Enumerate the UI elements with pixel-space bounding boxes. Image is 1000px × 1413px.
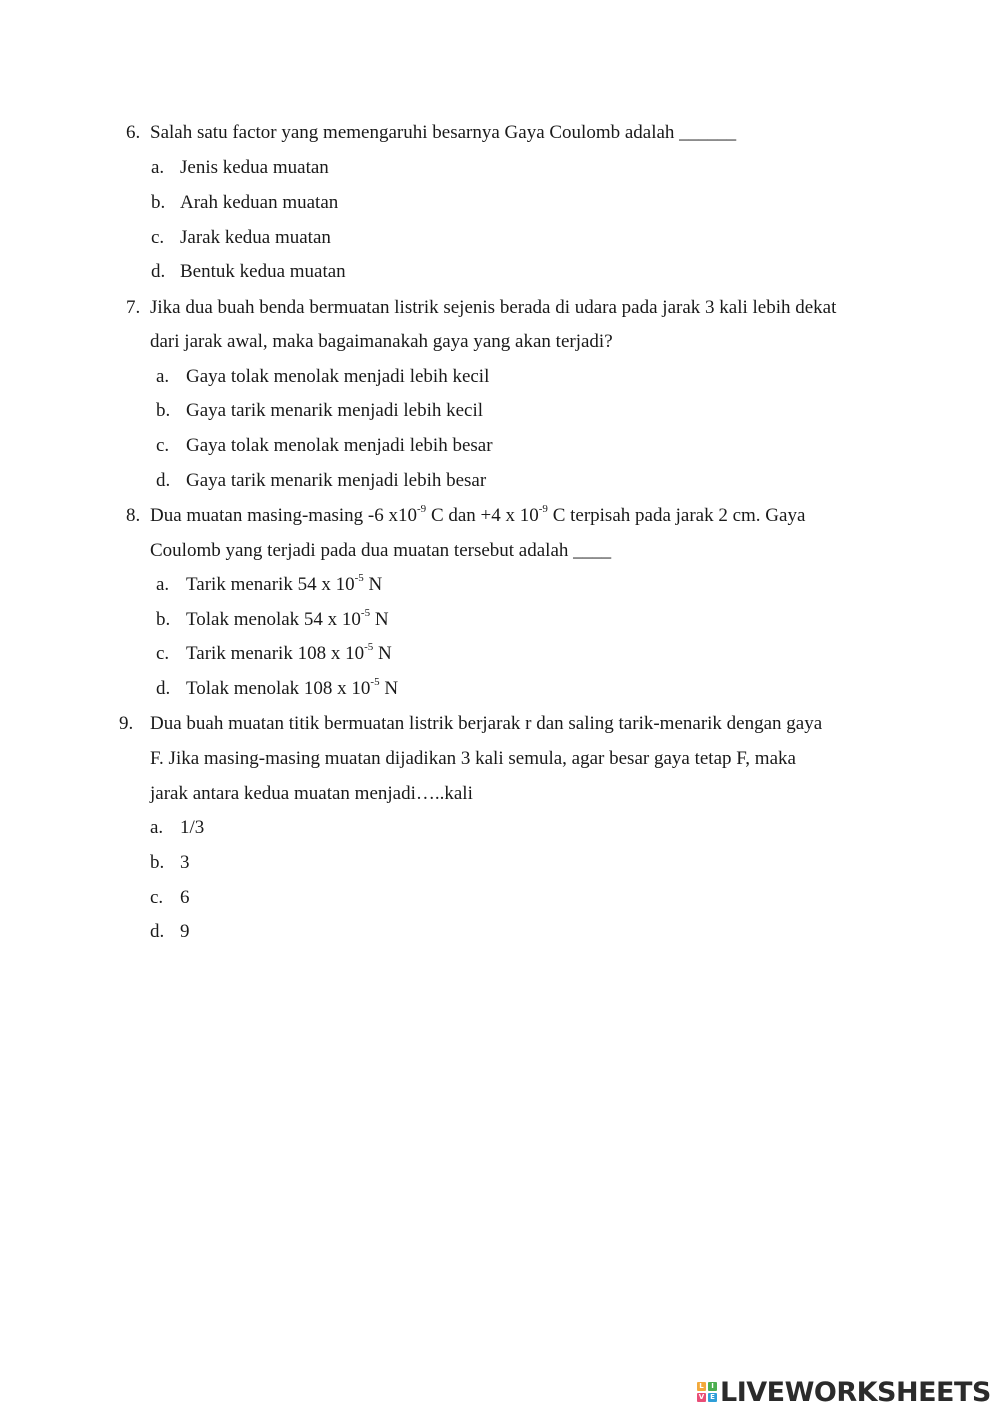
option-letter: c. bbox=[156, 435, 170, 456]
question-9-line-2: F. Jika masing-masing muatan dijadikan 3 kali semula, agar besar gaya tetap F, maka bbox=[150, 748, 796, 769]
exponent: -9 bbox=[417, 502, 427, 515]
logo-block: L bbox=[697, 1382, 706, 1391]
question-number: 9. bbox=[119, 713, 134, 734]
text-part: Tarik menarik 108 x 10 bbox=[186, 643, 365, 664]
option-text: Gaya tolak menolak menjadi lebih besar bbox=[186, 435, 493, 456]
option-9a[interactable] bbox=[150, 816, 205, 840]
option-text bbox=[186, 642, 392, 666]
option-6a[interactable] bbox=[151, 156, 329, 180]
text-part: Dua muatan masing-masing -6 x10 bbox=[150, 505, 418, 526]
option-8c[interactable] bbox=[156, 640, 392, 666]
exponent: -5 bbox=[364, 640, 374, 653]
option-text: 1/3 bbox=[180, 817, 205, 838]
exponent: -5 bbox=[370, 675, 380, 688]
option-text: Gaya tarik menarik menjadi lebih besar bbox=[186, 470, 487, 491]
option-text: 3 bbox=[180, 852, 190, 873]
option-text: Jenis kedua muatan bbox=[180, 157, 329, 178]
text-part: Tarik menarik 54 x 10 bbox=[186, 574, 355, 595]
logo-block: V bbox=[698, 1393, 705, 1401]
option-letter: b. bbox=[151, 192, 166, 213]
option-text: 9 bbox=[180, 921, 190, 942]
question-9 bbox=[119, 712, 823, 736]
text-part: N bbox=[379, 678, 399, 699]
brand-name: LIVEWORKSHEETS bbox=[720, 1376, 991, 1408]
option-8d[interactable] bbox=[156, 675, 399, 701]
question-9-line-3: jarak antara kedua muatan menjadi…..kali bbox=[150, 783, 473, 804]
option-letter: d. bbox=[156, 470, 171, 491]
option-letter: a. bbox=[151, 157, 165, 178]
text-part: Tolak menolak 54 x 10 bbox=[186, 609, 361, 630]
option-letter: c. bbox=[150, 887, 164, 908]
option-text: Jarak kedua muatan bbox=[180, 227, 331, 248]
option-letter: c. bbox=[156, 643, 170, 664]
exponent: -5 bbox=[360, 606, 371, 619]
liveworksheets-logo[interactable] bbox=[697, 1375, 991, 1409]
option-letter: a. bbox=[156, 366, 170, 387]
question-text: Dua buah muatan titik bermuatan listrik berjarak r dan saling tarik-menarik dengan gaya bbox=[150, 713, 823, 734]
option-9c[interactable] bbox=[150, 886, 190, 910]
exponent: -9 bbox=[538, 502, 548, 515]
question-7-line-2: dari jarak awal, maka bagaimanakah gaya yang akan terjadi? bbox=[150, 331, 613, 352]
option-letter: b. bbox=[150, 852, 165, 873]
text-part: Tolak menolak 108 x 10 bbox=[186, 678, 371, 699]
option-letter: c. bbox=[151, 227, 165, 248]
option-letter: b. bbox=[156, 400, 171, 421]
option-text bbox=[186, 573, 382, 597]
question-number: 6. bbox=[126, 122, 141, 143]
option-6b[interactable] bbox=[151, 191, 339, 215]
question-number: 8. bbox=[126, 505, 141, 526]
option-letter: b. bbox=[156, 609, 171, 630]
text-part: C dan +4 x 10 bbox=[426, 505, 539, 526]
logo-blocks-icon bbox=[697, 1382, 717, 1402]
option-text bbox=[186, 677, 398, 701]
question-text bbox=[150, 504, 805, 528]
option-letter: d. bbox=[151, 261, 166, 282]
question-text: Salah satu factor yang memengaruhi besarnya Gaya Coulomb adalah ______ bbox=[150, 122, 737, 143]
text-part: C terpisah pada jarak 2 cm. Gaya bbox=[547, 505, 806, 526]
question-8-line-2: Coulomb yang terjadi pada dua muatan tersebut adalah ____ bbox=[150, 540, 612, 561]
question-8 bbox=[126, 502, 806, 528]
text-part: N bbox=[373, 643, 392, 664]
text-part: N bbox=[363, 574, 383, 595]
option-7a[interactable] bbox=[156, 365, 490, 389]
option-text: Gaya tarik menarik menjadi lebih kecil bbox=[186, 400, 484, 421]
text-part: N bbox=[370, 609, 389, 630]
option-letter: d. bbox=[150, 921, 165, 942]
question-7 bbox=[126, 296, 837, 320]
option-6d[interactable] bbox=[151, 260, 346, 284]
logo-block: E bbox=[708, 1393, 717, 1402]
option-letter: a. bbox=[150, 817, 164, 838]
question-6 bbox=[126, 121, 737, 145]
exponent: -5 bbox=[354, 571, 364, 584]
option-text bbox=[186, 608, 389, 632]
option-8a[interactable] bbox=[156, 571, 383, 597]
option-8b[interactable] bbox=[156, 606, 389, 632]
option-7c[interactable] bbox=[156, 434, 493, 458]
option-text: Bentuk kedua muatan bbox=[180, 261, 346, 282]
option-6c[interactable] bbox=[151, 226, 331, 250]
option-9d[interactable] bbox=[150, 920, 190, 944]
option-letter: a. bbox=[156, 574, 170, 595]
option-9b[interactable] bbox=[150, 851, 190, 875]
option-7b[interactable] bbox=[156, 399, 484, 423]
option-7d[interactable] bbox=[156, 469, 487, 493]
question-text: Jika dua buah benda bermuatan listrik sejenis berada di udara pada jarak 3 kali lebih dekat bbox=[150, 297, 837, 318]
option-text: Arah keduan muatan bbox=[180, 192, 339, 213]
option-letter: d. bbox=[156, 678, 171, 699]
question-number: 7. bbox=[126, 297, 141, 318]
option-text: Gaya tolak menolak menjadi lebih kecil bbox=[186, 366, 490, 387]
option-text: 6 bbox=[180, 887, 190, 908]
logo-block: I bbox=[708, 1382, 717, 1391]
